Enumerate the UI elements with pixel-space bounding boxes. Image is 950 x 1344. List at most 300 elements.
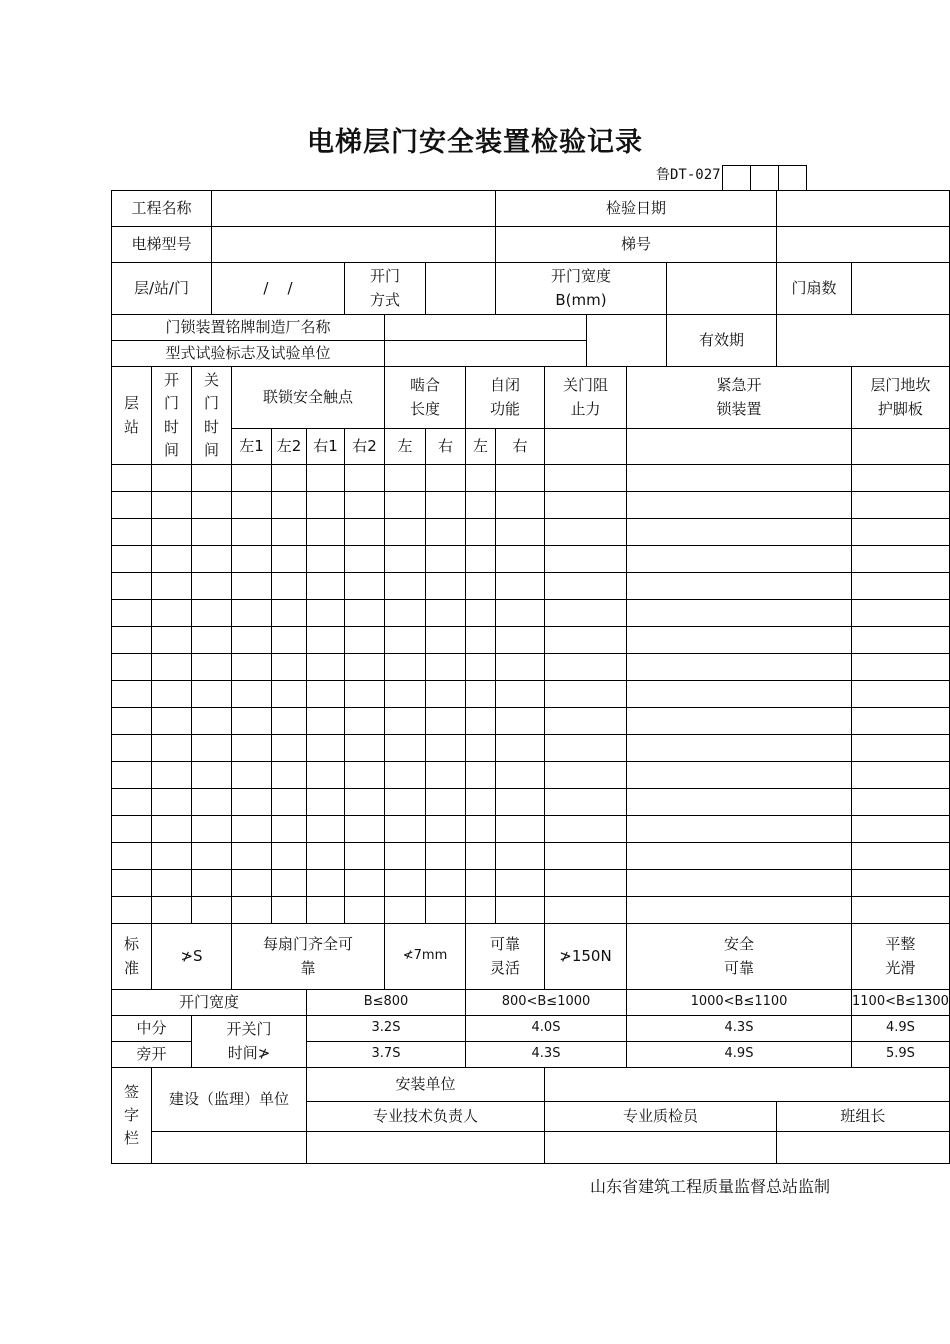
table-cell[interactable] — [545, 546, 627, 573]
team-leader-label: 班组长 — [777, 1102, 950, 1132]
type-test-mark-label: 型式试验标志及试验单位 — [112, 341, 385, 367]
table-cell[interactable] — [272, 681, 307, 708]
table-cell[interactable] — [496, 843, 545, 870]
table-cell[interactable] — [152, 789, 192, 816]
sub-left-1: 左1 — [232, 429, 272, 465]
table-cell[interactable] — [307, 654, 345, 681]
table-cell[interactable] — [272, 897, 307, 924]
table-cell[interactable] — [232, 465, 272, 492]
table-cell[interactable] — [852, 735, 950, 762]
table-cell[interactable] — [192, 870, 232, 897]
table-cell[interactable] — [496, 465, 545, 492]
table-cell[interactable] — [496, 681, 545, 708]
lock-manufacturer-label: 门锁装置铭牌制造厂名称 — [112, 315, 385, 341]
table-row — [112, 600, 950, 627]
table-cell[interactable] — [426, 681, 466, 708]
table-cell[interactable] — [345, 681, 385, 708]
table-cell[interactable] — [152, 600, 192, 627]
elevator-no-label: 梯号 — [496, 227, 777, 263]
table-cell[interactable] — [152, 762, 192, 789]
table-cell[interactable] — [496, 897, 545, 924]
table-cell[interactable] — [627, 627, 852, 654]
table-cell[interactable] — [307, 600, 345, 627]
table-cell[interactable] — [152, 519, 192, 546]
table-cell[interactable] — [192, 465, 232, 492]
table-cell[interactable] — [345, 708, 385, 735]
table-cell[interactable] — [466, 627, 496, 654]
standard-time: ≯S — [152, 924, 232, 990]
table-cell[interactable] — [152, 816, 192, 843]
table-cell[interactable] — [192, 627, 232, 654]
table-cell[interactable] — [496, 870, 545, 897]
table-cell[interactable] — [385, 708, 426, 735]
table-cell[interactable] — [345, 465, 385, 492]
table-cell[interactable] — [466, 762, 496, 789]
table-cell[interactable] — [385, 465, 426, 492]
table-cell[interactable] — [385, 573, 426, 600]
table-cell[interactable] — [385, 546, 426, 573]
table-cell[interactable] — [152, 546, 192, 573]
table-cell[interactable] — [345, 843, 385, 870]
form-code-boxes — [722, 165, 807, 190]
timing-side-1: 3.7S — [307, 1042, 466, 1068]
table-cell[interactable] — [152, 573, 192, 600]
quality-inspector-label: 专业质检员 — [545, 1102, 777, 1132]
table-cell[interactable] — [627, 843, 852, 870]
table-cell[interactable] — [545, 627, 627, 654]
table-cell[interactable] — [545, 870, 627, 897]
table-cell[interactable] — [852, 600, 950, 627]
tech-lead-label: 专业技术负责人 — [307, 1102, 545, 1132]
table-cell[interactable] — [627, 492, 852, 519]
table-cell[interactable] — [426, 492, 466, 519]
table-cell[interactable] — [385, 654, 426, 681]
floor-station-door-field[interactable]: / / — [212, 263, 345, 315]
table-cell[interactable] — [627, 519, 852, 546]
table-cell[interactable] — [852, 519, 950, 546]
table-cell[interactable] — [272, 735, 307, 762]
table-cell[interactable] — [307, 816, 345, 843]
table-cell[interactable] — [385, 492, 426, 519]
standard-engagement: ≮7mm — [385, 924, 466, 990]
table-cell[interactable] — [627, 600, 852, 627]
table-cell[interactable] — [466, 600, 496, 627]
sub-right-1: 右1 — [307, 429, 345, 465]
table-row — [112, 492, 950, 519]
table-cell[interactable] — [466, 681, 496, 708]
table-cell[interactable] — [345, 897, 385, 924]
table-row — [112, 843, 950, 870]
table-cell[interactable] — [545, 654, 627, 681]
table-cell[interactable] — [496, 708, 545, 735]
table-cell[interactable] — [496, 627, 545, 654]
form-code: 鲁DT-027 — [656, 167, 721, 183]
table-cell[interactable] — [426, 519, 466, 546]
col-close-time: 关门时间 — [192, 367, 232, 465]
table-cell[interactable] — [232, 600, 272, 627]
table-cell[interactable] — [852, 762, 950, 789]
table-row — [112, 519, 950, 546]
table-cell[interactable] — [627, 573, 852, 600]
standard-apron: 平整光滑 — [852, 924, 950, 990]
table-cell[interactable] — [272, 573, 307, 600]
table-cell[interactable] — [345, 519, 385, 546]
table-cell[interactable] — [627, 789, 852, 816]
table-cell[interactable] — [852, 843, 950, 870]
table-cell[interactable] — [112, 573, 152, 600]
opening-width-field[interactable] — [667, 263, 777, 315]
table-cell[interactable] — [345, 600, 385, 627]
validity-period-field[interactable] — [777, 315, 950, 367]
table-cell[interactable] — [385, 519, 426, 546]
signature-label: 签字栏 — [112, 1068, 152, 1164]
table-cell[interactable] — [307, 573, 345, 600]
table-cell[interactable] — [385, 735, 426, 762]
timing-center-2: 4.0S — [466, 1016, 627, 1042]
table-cell[interactable] — [152, 681, 192, 708]
sub-apron-blank — [852, 429, 950, 465]
project-name-field[interactable] — [212, 191, 496, 227]
width-range-2: 800<B≤1000 — [466, 990, 627, 1016]
table-cell[interactable] — [496, 600, 545, 627]
table-cell[interactable] — [627, 735, 852, 762]
table-cell[interactable] — [426, 627, 466, 654]
table-cell[interactable] — [272, 816, 307, 843]
table-row — [112, 654, 950, 681]
elevator-model-field[interactable] — [212, 227, 496, 263]
table-cell[interactable] — [232, 654, 272, 681]
table-cell[interactable] — [426, 870, 466, 897]
table-cell[interactable] — [426, 600, 466, 627]
table-cell[interactable] — [345, 762, 385, 789]
table-cell[interactable] — [192, 762, 232, 789]
table-cell[interactable] — [545, 762, 627, 789]
table-cell[interactable] — [466, 816, 496, 843]
sub-selfclose-left: 左 — [466, 429, 496, 465]
table-cell[interactable] — [232, 897, 272, 924]
table-cell[interactable] — [232, 762, 272, 789]
elevator-no-field[interactable] — [777, 227, 950, 263]
table-cell[interactable] — [272, 789, 307, 816]
table-cell[interactable] — [466, 843, 496, 870]
table-cell[interactable] — [112, 708, 152, 735]
table-cell[interactable] — [272, 708, 307, 735]
table-cell[interactable] — [152, 708, 192, 735]
tech-lead-sign-field[interactable] — [307, 1132, 545, 1164]
table-cell[interactable] — [426, 654, 466, 681]
table-cell[interactable] — [627, 708, 852, 735]
col-open-time: 开门时间 — [152, 367, 192, 465]
opening-method-field[interactable] — [426, 263, 496, 315]
table-cell[interactable] — [385, 789, 426, 816]
table-cell[interactable] — [466, 789, 496, 816]
table-cell[interactable] — [232, 681, 272, 708]
table-row — [112, 627, 950, 654]
table-cell[interactable] — [307, 870, 345, 897]
table-cell[interactable] — [307, 843, 345, 870]
table-cell[interactable] — [496, 519, 545, 546]
table-cell[interactable] — [466, 519, 496, 546]
inspection-date-label: 检验日期 — [496, 191, 777, 227]
table-cell[interactable] — [852, 546, 950, 573]
table-cell[interactable] — [192, 519, 232, 546]
table-cell[interactable] — [385, 600, 426, 627]
construction-sign-field[interactable] — [152, 1132, 307, 1164]
table-cell[interactable] — [496, 816, 545, 843]
table-cell[interactable] — [112, 465, 152, 492]
table-cell[interactable] — [545, 897, 627, 924]
table-cell[interactable] — [232, 735, 272, 762]
table-cell[interactable] — [192, 789, 232, 816]
table-cell[interactable] — [426, 708, 466, 735]
table-cell[interactable] — [852, 816, 950, 843]
table-cell[interactable] — [232, 708, 272, 735]
table-cell[interactable] — [345, 789, 385, 816]
table-cell[interactable] — [385, 870, 426, 897]
table-cell[interactable] — [426, 816, 466, 843]
table-cell[interactable] — [272, 762, 307, 789]
door-leaf-count-field[interactable] — [852, 263, 950, 315]
table-cell[interactable] — [112, 681, 152, 708]
table-cell[interactable] — [152, 843, 192, 870]
table-cell[interactable] — [545, 708, 627, 735]
table-cell[interactable] — [545, 735, 627, 762]
table-cell[interactable] — [627, 897, 852, 924]
table-cell[interactable] — [852, 573, 950, 600]
quality-inspector-sign-field[interactable] — [545, 1132, 777, 1164]
table-cell[interactable] — [385, 627, 426, 654]
timing-label: 开关门时间≯ — [192, 1016, 307, 1068]
table-cell[interactable] — [852, 897, 950, 924]
table-cell[interactable] — [426, 897, 466, 924]
table-cell[interactable] — [545, 465, 627, 492]
table-cell[interactable] — [232, 492, 272, 519]
table-cell[interactable] — [496, 735, 545, 762]
table-cell[interactable] — [232, 816, 272, 843]
table-cell[interactable] — [345, 735, 385, 762]
table-cell[interactable] — [192, 573, 232, 600]
table-cell[interactable] — [852, 465, 950, 492]
table-cell[interactable] — [466, 492, 496, 519]
table-cell[interactable] — [112, 654, 152, 681]
table-cell[interactable] — [345, 654, 385, 681]
table-cell[interactable] — [192, 735, 232, 762]
table-cell[interactable] — [192, 492, 232, 519]
table-cell[interactable] — [272, 627, 307, 654]
table-cell[interactable] — [112, 627, 152, 654]
table-cell[interactable] — [232, 789, 272, 816]
table-cell[interactable] — [545, 573, 627, 600]
table-cell[interactable] — [426, 546, 466, 573]
team-leader-sign-field[interactable] — [777, 1132, 950, 1164]
table-cell[interactable] — [385, 897, 426, 924]
col-engagement-length: 啮合长度 — [385, 367, 466, 429]
table-cell[interactable] — [426, 843, 466, 870]
table-cell[interactable] — [852, 870, 950, 897]
table-cell[interactable] — [272, 600, 307, 627]
table-cell[interactable] — [345, 816, 385, 843]
width-label: 开门宽度 — [112, 990, 307, 1016]
standard-emergency: 安全可靠 — [627, 924, 852, 990]
standard-contacts: 每扇门齐全可靠 — [232, 924, 385, 990]
table-cell[interactable] — [152, 654, 192, 681]
table-cell[interactable] — [345, 492, 385, 519]
table-row — [112, 762, 950, 789]
table-cell[interactable] — [545, 789, 627, 816]
sub-selfclose-right: 右 — [496, 429, 545, 465]
table-cell[interactable] — [307, 546, 345, 573]
table-row — [112, 897, 950, 924]
table-cell[interactable] — [496, 492, 545, 519]
table-cell[interactable] — [307, 681, 345, 708]
table-cell[interactable] — [385, 816, 426, 843]
table-cell[interactable] — [112, 897, 152, 924]
table-cell[interactable] — [307, 627, 345, 654]
col-emergency-unlock: 紧急开锁装置 — [627, 367, 852, 429]
table-cell[interactable] — [345, 627, 385, 654]
table-cell[interactable] — [466, 735, 496, 762]
table-cell[interactable] — [426, 789, 466, 816]
table-cell[interactable] — [307, 708, 345, 735]
table-cell[interactable] — [545, 600, 627, 627]
table-cell[interactable] — [627, 465, 852, 492]
table-cell[interactable] — [307, 789, 345, 816]
table-cell[interactable] — [852, 789, 950, 816]
table-cell[interactable] — [852, 627, 950, 654]
table-cell[interactable] — [385, 762, 426, 789]
table-cell[interactable] — [272, 654, 307, 681]
installation-unit-field[interactable] — [545, 1068, 950, 1102]
table-cell[interactable] — [627, 870, 852, 897]
table-cell[interactable] — [545, 519, 627, 546]
table-cell[interactable] — [852, 681, 950, 708]
table-cell[interactable] — [192, 654, 232, 681]
lock-manufacturer-field[interactable] — [385, 315, 587, 341]
table-cell[interactable] — [232, 573, 272, 600]
table-cell[interactable] — [545, 681, 627, 708]
type-test-mark-field[interactable] — [385, 341, 587, 367]
table-cell[interactable] — [272, 843, 307, 870]
table-cell[interactable] — [496, 546, 545, 573]
sub-engage-right: 右 — [426, 429, 466, 465]
installation-unit-label: 安装单位 — [307, 1068, 545, 1102]
table-cell[interactable] — [307, 519, 345, 546]
table-cell[interactable] — [112, 816, 152, 843]
table-cell[interactable] — [627, 654, 852, 681]
project-name-label: 工程名称 — [112, 191, 212, 227]
table-cell[interactable] — [272, 870, 307, 897]
table-cell[interactable] — [192, 681, 232, 708]
table-cell[interactable] — [112, 762, 152, 789]
table-cell[interactable] — [426, 762, 466, 789]
table-cell[interactable] — [496, 573, 545, 600]
table-cell[interactable] — [426, 465, 466, 492]
table-cell[interactable] — [545, 492, 627, 519]
table-cell[interactable] — [426, 573, 466, 600]
table-cell[interactable] — [426, 735, 466, 762]
table-cell[interactable] — [496, 789, 545, 816]
table-cell[interactable] — [466, 546, 496, 573]
table-cell[interactable] — [852, 654, 950, 681]
table-cell[interactable] — [385, 681, 426, 708]
table-cell[interactable] — [627, 762, 852, 789]
table-cell[interactable] — [345, 870, 385, 897]
table-cell[interactable] — [345, 546, 385, 573]
table-cell[interactable] — [272, 492, 307, 519]
table-cell[interactable] — [152, 465, 192, 492]
table-cell[interactable] — [385, 843, 426, 870]
table-cell[interactable] — [466, 465, 496, 492]
page-title: 电梯层门安全装置检验记录 — [307, 127, 643, 158]
table-cell[interactable] — [192, 708, 232, 735]
table-cell[interactable] — [232, 519, 272, 546]
table-cell[interactable] — [112, 519, 152, 546]
table-cell[interactable] — [192, 816, 232, 843]
table-cell[interactable] — [112, 492, 152, 519]
table-cell[interactable] — [152, 897, 192, 924]
table-cell[interactable] — [466, 870, 496, 897]
table-cell[interactable] — [152, 870, 192, 897]
table-cell[interactable] — [545, 843, 627, 870]
table-cell[interactable] — [496, 762, 545, 789]
table-cell[interactable] — [112, 546, 152, 573]
table-cell[interactable] — [627, 546, 852, 573]
table-cell[interactable] — [466, 573, 496, 600]
table-cell[interactable] — [466, 654, 496, 681]
table-row — [112, 681, 950, 708]
table-cell[interactable] — [307, 492, 345, 519]
table-cell[interactable] — [496, 654, 545, 681]
table-cell[interactable] — [192, 897, 232, 924]
table-cell[interactable] — [232, 546, 272, 573]
table-cell[interactable] — [545, 816, 627, 843]
table-cell[interactable] — [345, 573, 385, 600]
table-cell[interactable] — [307, 897, 345, 924]
table-cell[interactable] — [152, 735, 192, 762]
table-cell[interactable] — [152, 627, 192, 654]
table-cell[interactable] — [627, 816, 852, 843]
table-cell[interactable] — [272, 546, 307, 573]
table-cell[interactable] — [307, 735, 345, 762]
table-cell[interactable] — [112, 735, 152, 762]
table-cell[interactable] — [627, 681, 852, 708]
table-cell[interactable] — [307, 465, 345, 492]
table-row — [112, 573, 950, 600]
table-cell[interactable] — [272, 519, 307, 546]
table-cell[interactable] — [232, 627, 272, 654]
table-cell[interactable] — [112, 789, 152, 816]
table-cell[interactable] — [112, 870, 152, 897]
inspection-date-field[interactable] — [777, 191, 950, 227]
table-cell[interactable] — [466, 897, 496, 924]
table-cell[interactable] — [272, 465, 307, 492]
table-cell[interactable] — [192, 600, 232, 627]
table-cell[interactable] — [112, 600, 152, 627]
table-cell[interactable] — [192, 843, 232, 870]
table-cell[interactable] — [192, 546, 232, 573]
lock-extra-field[interactable] — [587, 315, 667, 367]
col-station: 层站 — [112, 367, 152, 465]
table-cell[interactable] — [232, 843, 272, 870]
table-cell[interactable] — [307, 762, 345, 789]
table-cell[interactable] — [852, 492, 950, 519]
table-cell[interactable] — [466, 708, 496, 735]
sub-right-2: 右2 — [345, 429, 385, 465]
table-cell[interactable] — [232, 870, 272, 897]
table-cell[interactable] — [112, 843, 152, 870]
table-cell[interactable] — [852, 708, 950, 735]
table-cell[interactable] — [152, 492, 192, 519]
